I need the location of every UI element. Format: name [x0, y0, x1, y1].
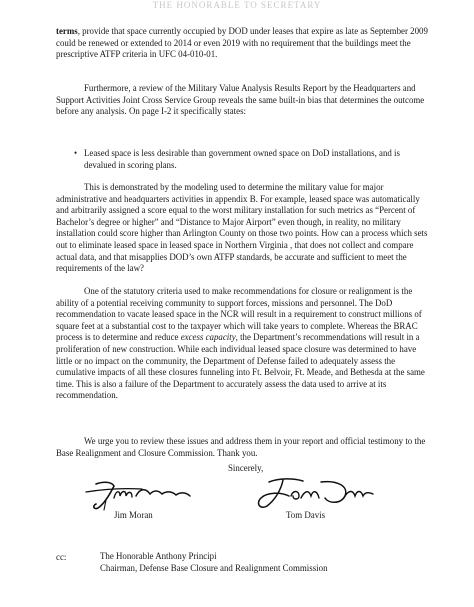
signer-name-davis: Tom Davis [286, 510, 326, 520]
faded-page-header: THE HONORABLE TO SECRETARY [152, 0, 322, 10]
bullet-dot-icon: • [74, 148, 78, 158]
paragraph-terms-body: , provide that space currently occupied by DOD under leases that expire as late as September 2009 could be renewed or extended to 2014 or even 2019 with no requirement that the buildings meet the prescriptive ATFP criteria in UFC 04-010-01. [56, 26, 428, 60]
bullet-text: Leased space is less desirable than government owned space on DoD installations, and is devalued in scoring plans. [84, 148, 400, 170]
paragraph-modeling: This is demonstrated by the modeling used to determine the military value for major administrative and headquarters activities in appendix B. For example, leased space was automatically and arbitrarily assigned a score equal to the worst military installation for such metrics as “Percent of Bachelor’s degree or higher” and “Distance to Major Airport” even though, in reality, no military installation could score higher than Arlington County on those two points. How can a process which sets out to eliminate leased space in leased space in Northern Virginia , that does not collect and compare actual data, and that misapplies DOD’s own ATFP standards, be accurate and sufficient to meet the requirements of the law? [56, 182, 428, 274]
cc-line-recipient: The Honorable Anthony Principi [100, 551, 217, 561]
closing-salutation: Sincerely, [228, 463, 264, 473]
signer-name-moran: Jim Moran [114, 510, 153, 520]
excess-capacity-italic: excess capacity [180, 332, 236, 343]
signature-moran [84, 478, 194, 514]
bullet-item [74, 148, 414, 171]
cc-line-title: Chairman, Defense Base Closure and Realignment Commission [100, 563, 328, 573]
terms-bold-word: terms [56, 26, 78, 36]
paragraph-terms [56, 26, 428, 61]
paragraph-statutory-part1: One of the statutory criteria used to make recommendations for closure or realignment is the ability of a potential receiving community to support forces, missions and personnel. The DoD recommendation to vacate leased space in the NCR will result in a requirement to construct millions of square feet at a substantial cost to the taxpayer which will take years to complete. Whereas the BRAC process is to determine and reduce [56, 286, 422, 343]
paragraph-urge-review: We urge you to review these issues and address them in your report and official testimony to the Base Realignment and Closure Commission. Thank you. [56, 436, 426, 458]
paragraph-statutory-criteria [56, 286, 428, 402]
signature-davis [253, 476, 375, 512]
cc-label: cc: [56, 552, 67, 562]
paragraph-military-value: Furthermore, a review of the Military Value Analysis Results Report by the Headquarters and Support Activities Joint Cross Service Group reveals the same built-in bias that determines the outcome before any analysis. On page I-2 it specifically states: [56, 83, 425, 117]
paragraph-statutory-part2: , the Department’s recommendations will result in a proliferation of new construction. While each individual leased space closure was determined to have little or no impact on the community, the Department of Defense failed to adequately assess the cumulative impacts of all these closures funneling into Ft. Belvoir, Ft. Meade, and Bethesda at the same time. This is also a failure of the Department to accurately assess the data used to arrive at its recommendation. [56, 332, 425, 401]
